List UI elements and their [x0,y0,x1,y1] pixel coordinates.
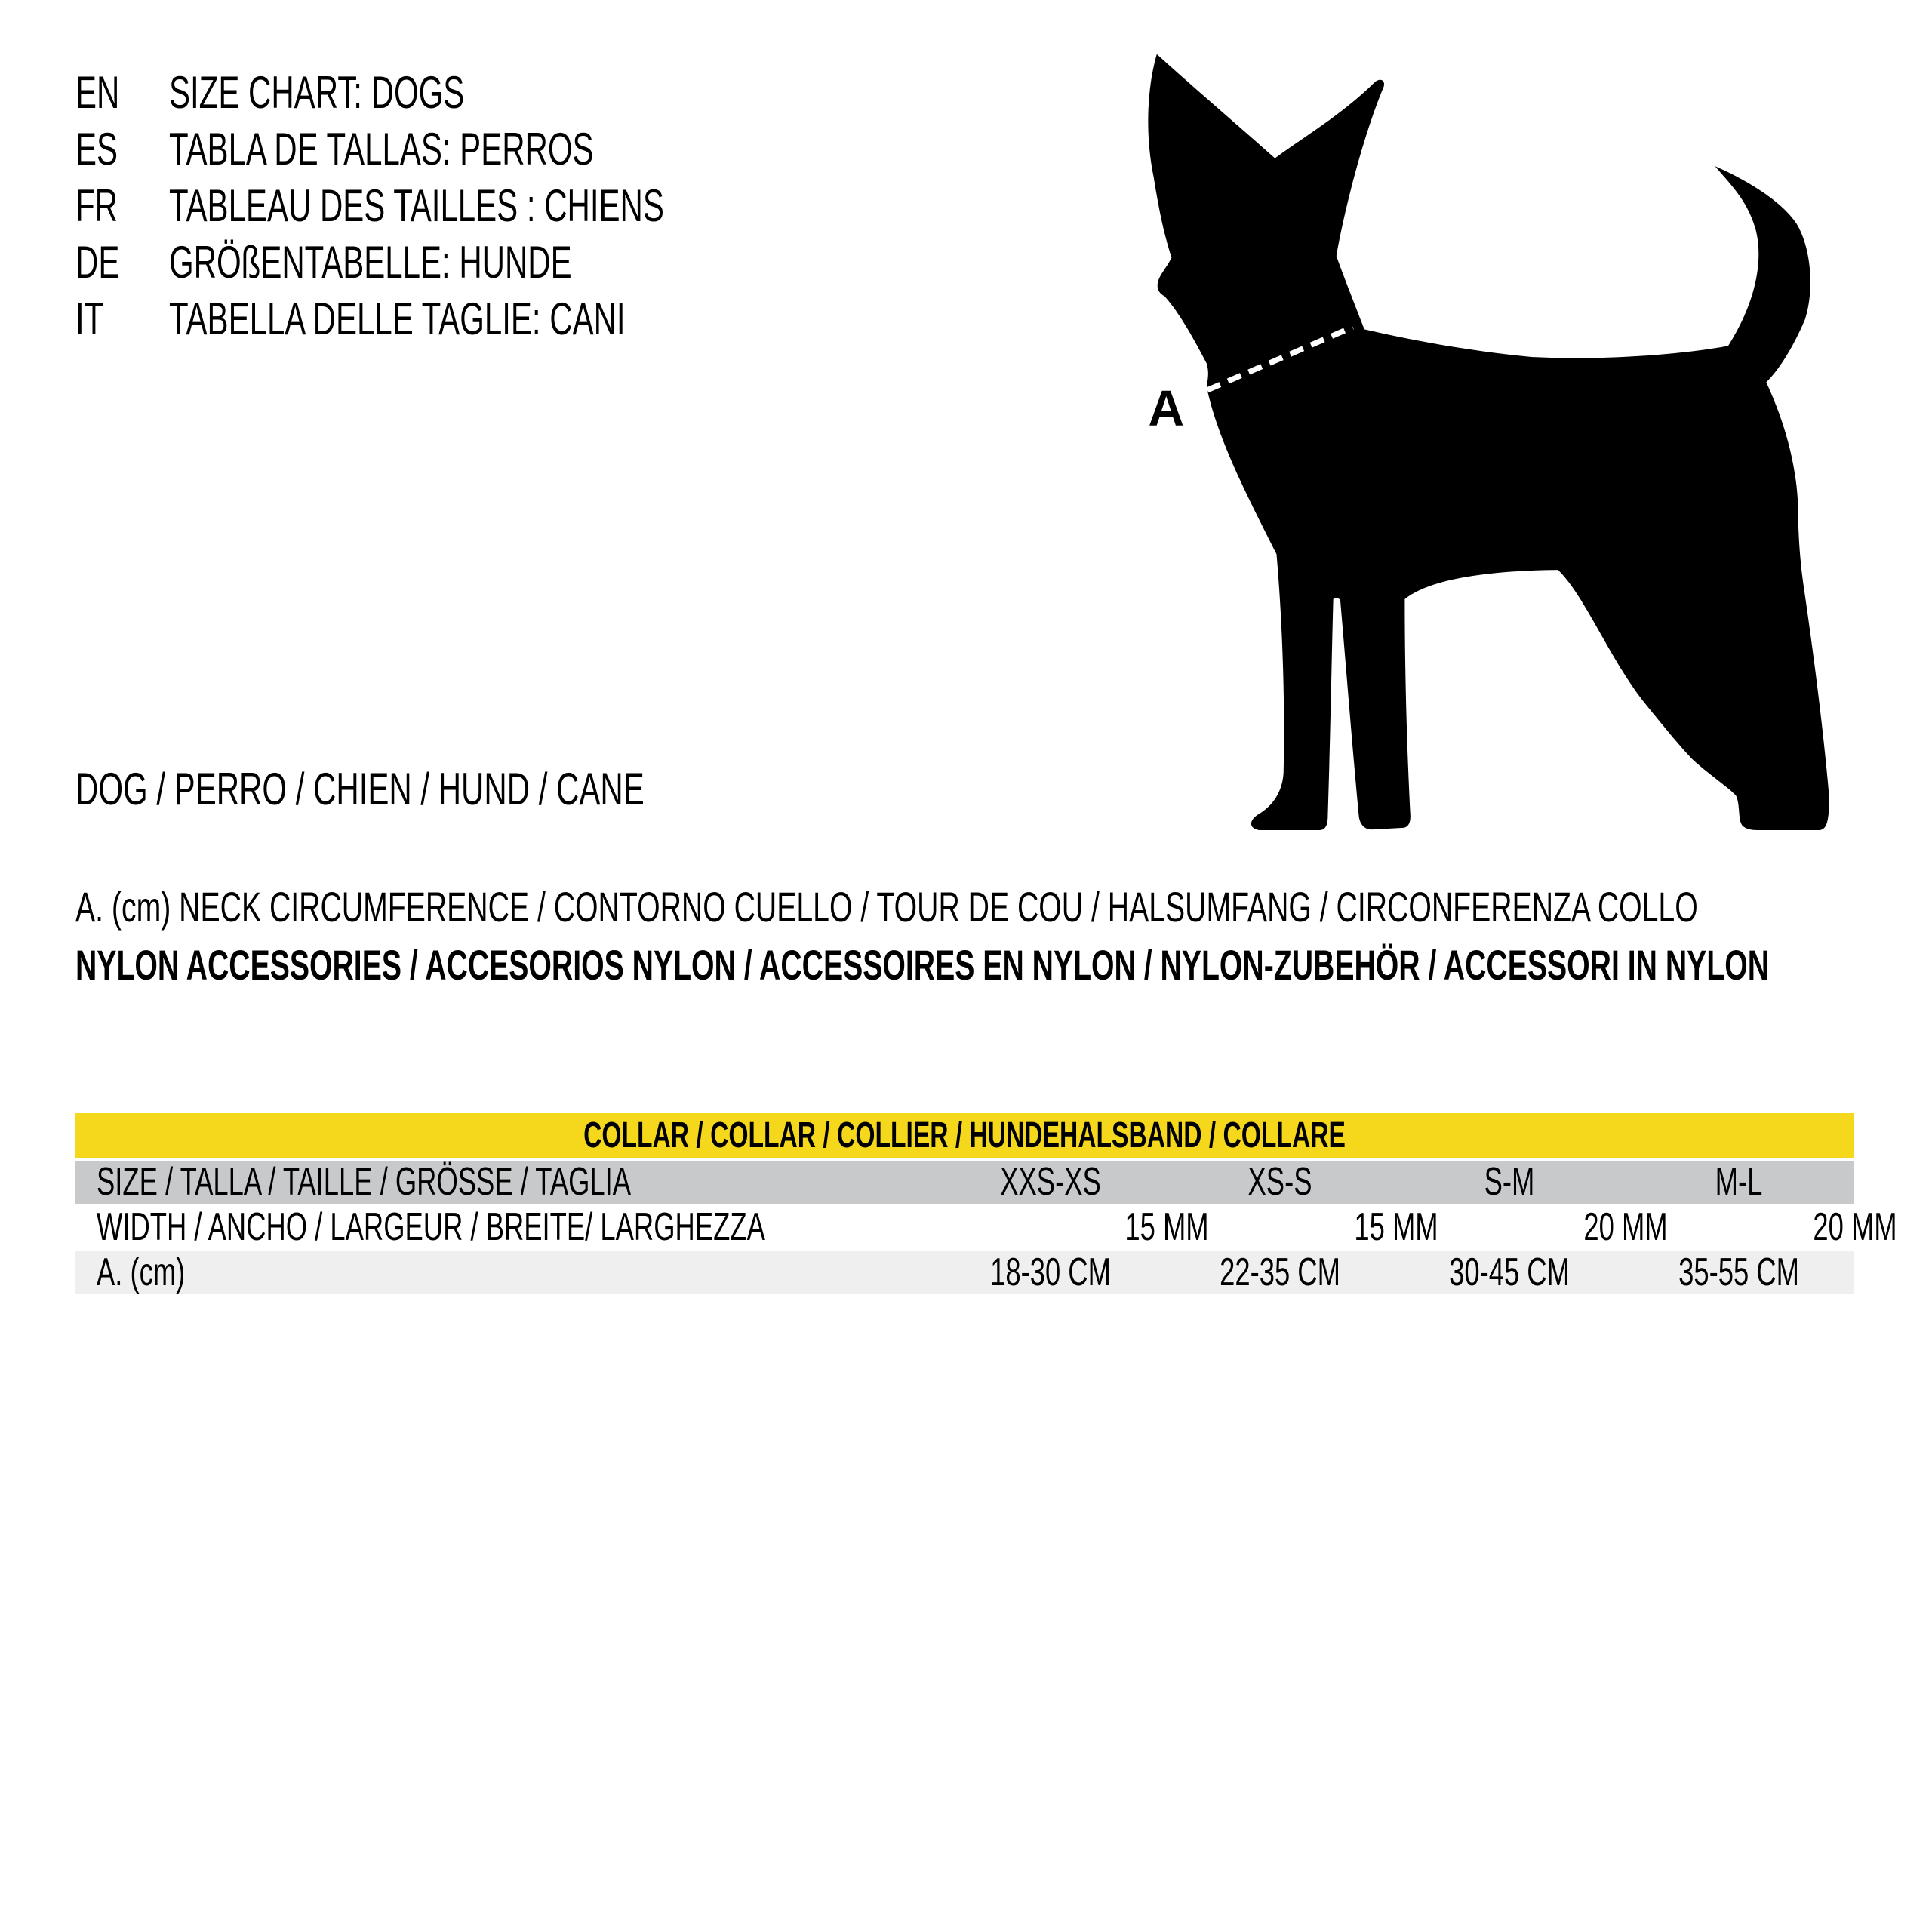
neck-value: 30-45 CM [1449,1251,1570,1294]
title-row-es [75,121,876,177]
table-header-collar [75,1113,1854,1158]
title-row-en [75,64,876,121]
lang-code: ES [75,124,118,174]
neck-value: 18-30 CM [990,1251,1111,1294]
table-row-width [75,1205,1897,1249]
width-value: 15 MM [1124,1205,1209,1249]
width-value: 20 MM [1583,1205,1668,1249]
lang-code: FR [75,180,118,231]
dog-silhouette-path [1148,54,1829,830]
title-row-fr [75,177,876,234]
title-text: TABELLA DELLE TAGLIE: CANI [169,294,626,344]
row-label: A. (cm) [97,1251,186,1294]
collar-size-table [75,1113,1897,1297]
title-row-de [75,234,876,291]
dog-figure [1109,42,1887,830]
language-title-list [75,64,876,347]
lang-code: IT [75,294,104,344]
neck-value: 22-35 CM [1220,1251,1340,1294]
chihuahua-silhouette-icon [1109,42,1887,830]
title-text: SIZE CHART: DOGS [169,67,465,118]
lang-code: DE [75,237,120,288]
table-row-neck-circumference [75,1251,1854,1294]
title-text: GRÖßENTABELLE: HUNDE [169,237,572,288]
dog-caption: DOG / PERRO / CHIEN / HUND / CANE [75,764,645,814]
neck-value: 35-55 CM [1678,1251,1799,1294]
size-value: XXS-XS [1000,1160,1101,1204]
size-value: M-L [1715,1160,1763,1204]
width-value: 15 MM [1353,1205,1438,1249]
row-label: SIZE / TALLA / TAILLE / GRÖSSE / TAGLIA [97,1160,632,1204]
table-header-text: COLLAR / COLLAR / COLLIER / HUNDEHALSBAND / COLLARE [583,1115,1346,1155]
size-value: S-M [1484,1160,1535,1204]
legend-measurement-line: A. (cm) NECK CIRCUMFERENCE / CONTORNO CUELLO / TOUR DE COU / HALSUMFANG / CIRCONFERENZA COLLO [75,883,1698,931]
title-text: TABLA DE TALLAS: PERROS [169,124,594,174]
row-label: WIDTH / ANCHO / LARGEUR / BREITE/ LARGHEZZA [97,1205,765,1249]
measure-point-a-label: A [1148,380,1185,438]
lang-code: EN [75,67,120,118]
width-value: 20 MM [1812,1205,1897,1249]
legend-material-line: NYLON ACCESSORIES / ACCESORIOS NYLON / ACCESSOIRES EN NYLON / NYLON-ZUBEHÖR / ACCESSORI IN NYLON [75,941,1770,989]
title-row-it [75,291,876,347]
size-value: XS-S [1247,1160,1312,1204]
table-row-size [75,1161,1854,1204]
title-text: TABLEAU DES TAILLES : CHIENS [169,180,664,231]
